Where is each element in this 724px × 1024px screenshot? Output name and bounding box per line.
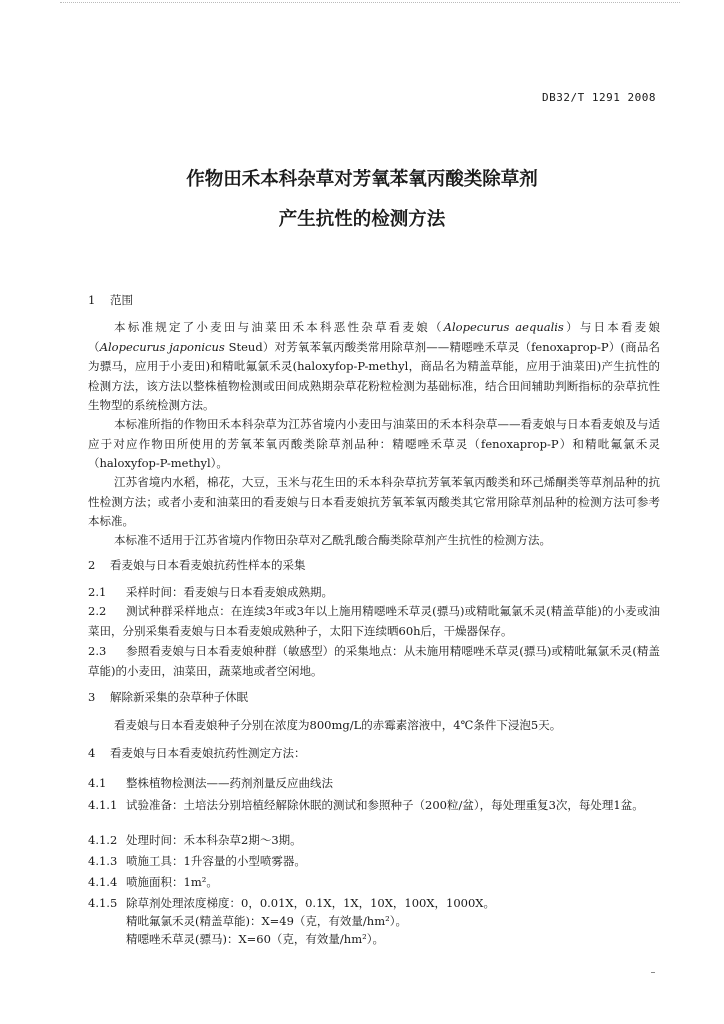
- item-text: 采样时间：看麦娘与日本看麦娘成熟期。: [126, 585, 333, 599]
- item-text: 除草剂处理浓度梯度：0，0.01X，0.1X，1X，10X，100X，1000X。: [126, 896, 495, 910]
- section-1-paragraph-4: 本标准不适用于江苏省境内作物田杂草对乙酰乳酸合酶类除草剂产生抗性的检测方法。: [114, 533, 551, 547]
- item-number: 2.2: [88, 604, 107, 618]
- item-number: 2.3: [88, 644, 107, 658]
- item-4-1-4: [88, 874, 218, 890]
- item-number: 4.1.4: [88, 875, 118, 889]
- text-run: 本标准规定了小麦田与油菜田禾本科恶性杂草看麦娘（: [114, 320, 444, 334]
- scan-speck: [651, 972, 655, 973]
- item-number: 4.1: [88, 776, 107, 790]
- item-text: 整株植物检测法——药剂剂量反应曲线法: [126, 776, 333, 790]
- item-4-1-5-sub-2: 精噁唑禾草灵(骠马)：X=60（克，有效量/hm²）。: [126, 932, 384, 946]
- section-title: 解除新采集的杂草种子休眠: [110, 690, 248, 704]
- item-text: 处理时间：禾本科杂草2期～3期。: [126, 833, 302, 847]
- scan-artifact-line: [60, 2, 680, 5]
- section-4-heading: [88, 745, 306, 761]
- section-number: 4: [88, 746, 96, 760]
- title-line-2: 产生抗性的检测方法: [278, 209, 446, 230]
- item-text: 喷施面积：1m²。: [126, 875, 218, 889]
- section-2-heading: [88, 557, 306, 573]
- item-4-1-5: [88, 895, 495, 911]
- item-text: 测试种群采样地点：在连续3年或3年以上施用精噁唑禾草灵(骠马)或精吡氟氯禾灵(精盖草能)的小麦或油菜田，分别采集看麦娘与日本看麦娘成熟种子，太阳下连续晒60h后，干燥器保存。: [88, 604, 660, 638]
- section-title: 看麦娘与日本看麦娘抗药性样本的采集: [110, 558, 306, 572]
- item-text: 参照看麦娘与日本看麦娘种群（敏感型）的采集地点：从未施用精噁唑禾草灵(骠马)或精吡氟氯禾灵(精盖草能)的小麦田，油菜田，蔬菜地或者空闲地。: [88, 644, 660, 678]
- section-3-heading: [88, 689, 248, 705]
- section-number: 1: [88, 293, 96, 307]
- item-number: 4.1.1: [88, 798, 118, 812]
- item-text: 喷施工具：1升容量的小型喷雾器。: [126, 854, 306, 868]
- item-2-2: [88, 602, 660, 641]
- section-1-paragraph-2: 本标准所指的作物田禾本科杂草为江苏省境内小麦田与油菜田的禾本科杂草——看麦娘与日本看麦娘及与适应于对应作物田所使用的芳氧苯氧丙酸类除草剂品种：精噁唑禾草灵（fenoxaprop-P）和精吡氟氯禾灵（haloxyfop-P-methyl）。: [88, 417, 660, 470]
- section-1-heading: [88, 292, 133, 308]
- section-3-paragraph: 看麦娘与日本看麦娘种子分别在浓度为800mg/L的赤霉素溶液中，4℃条件下浸泡5天。: [114, 718, 562, 732]
- item-4-1-5-sub-1: 精吡氟氯禾灵(精盖草能)：X=49（克，有效量/hm²）。: [126, 914, 407, 928]
- item-4-1-3: [88, 853, 306, 869]
- item-4-1-1: [88, 796, 660, 816]
- item-number: 4.1.2: [88, 833, 118, 847]
- section-1-paragraph-1: [88, 318, 660, 416]
- title-line-1: 作物田禾本科杂草对芳氧苯氧丙酸类除草剂: [186, 169, 538, 190]
- item-number: 2.1: [88, 585, 107, 599]
- text-run: ）与日本看麦娘（: [88, 320, 660, 354]
- section-title: 范围: [110, 293, 133, 307]
- document-code: DB32/T 1291 2008: [542, 91, 656, 104]
- item-4-1: [88, 775, 333, 791]
- text-run: Steud）对芳氧苯氧丙酸类常用除草剂——精噁唑禾草灵（fenoxaprop-P）(商品名为骠马，应用于小麦田)和精吡氟氯禾灵(haloxyfop-P-methyl，商品名为精盖草能，应用于油菜田)产生抗性的检测方法，该方法以整株植物检测或田间成熟期杂草花粉粒检测为基础标准，结合田间辅助判断指标的杂草抗性生物型的系统检测方法。: [88, 339, 661, 412]
- section-number: 3: [88, 690, 96, 704]
- item-4-1-2: [88, 832, 302, 848]
- latin-name: Alopecurus japonicus: [99, 339, 225, 354]
- item-number: 4.1.5: [88, 896, 118, 910]
- latin-name: Alopecurus aequalis: [443, 320, 564, 334]
- section-title: 看麦娘与日本看麦娘抗药性测定方法：: [110, 746, 306, 760]
- item-number: 4.1.3: [88, 854, 118, 868]
- section-number: 2: [88, 558, 96, 572]
- item-2-3: [88, 642, 660, 681]
- section-1-paragraph-3: 江苏省境内水稻，棉花，大豆，玉米与花生田的禾本科杂草抗芳氧苯氧丙酸类和环己烯酮类等草剂品种的抗性检测方法；或者小麦和油菜田的看麦娘与日本看麦娘抗芳氧苯氧丙酸类其它常用除草剂品种的检测方法可参考本标准。: [88, 475, 660, 528]
- item-2-1: [88, 584, 333, 600]
- item-text: 试验准备：土培法分别培植经解除休眠的测试和参照种子（200粒/盆），每处理重复3次，每处理1盆。: [126, 798, 644, 812]
